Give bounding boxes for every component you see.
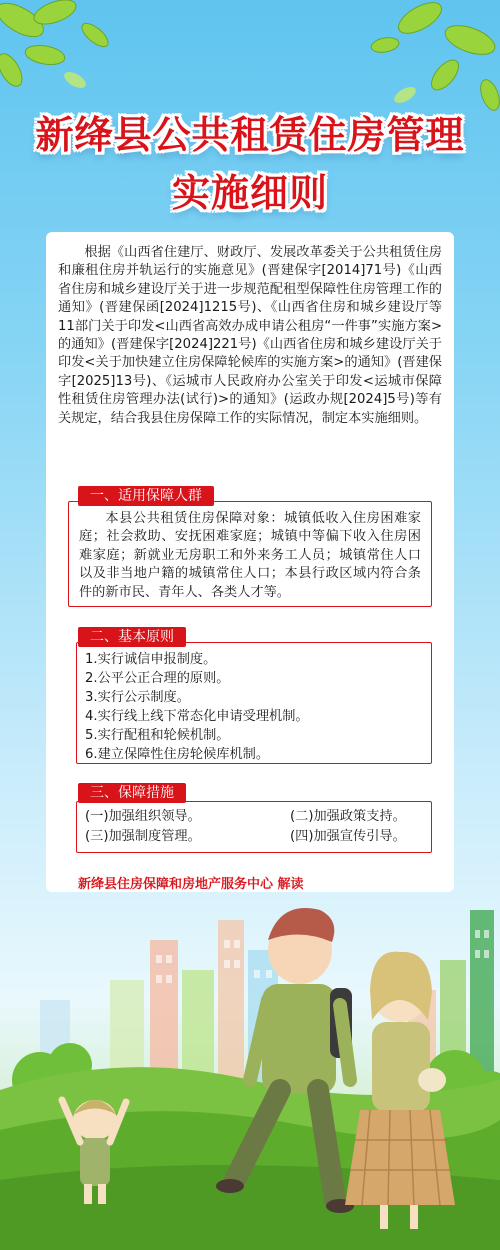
family-illustration [0, 880, 500, 1250]
list-item: (二)加强政策支持。 [290, 809, 406, 824]
section-3-list [76, 801, 432, 853]
section-3-label: 三、保障措施 [78, 783, 186, 803]
list-item: 2.公平公正合理的原则。 [85, 671, 230, 686]
section-2-label: 二、基本原则 [78, 627, 186, 647]
issuer-credit: 新绛县住房保障和房地产服务中心 解读 [78, 877, 304, 892]
page-title-line2: 实施细则 [171, 171, 328, 215]
list-item: (四)加强宣传引导。 [290, 829, 406, 845]
intro-paragraph: 根据《山西省住建厅、财政厅、发展改革委关于公共租赁住房和廉租住房并轨运行的实施意见》(晋建保字[2014]71号)《山西省住房和城乡建设厅关于进一步规范配租型保障性住房管理工作的通知》(晋建保函[2024]1215号)、《山西省住房和城乡建设厅等11部门关于印发<山西省高效办成申请公租房“一件事”实施方案>的通知》(晋建保字[2024]221号)《山西省住房和城乡建设厅关于印发<关于加快建立住房保障轮候库的实施方案>的通知》(晋建保字[2025]13号)、《运城市人民政府办公室关于印发<运城市保障性租赁住房管理办法(试行)>的通知》(运政办规[2024]5号)等有关规定，结合我县住房保障工作的实际情况，制定本实施细则。 [58, 245, 442, 426]
section-2-list [76, 642, 432, 764]
list-item: (一)加强组织领导。 [85, 809, 201, 824]
section-1-label: 一、适用保障人群 [78, 486, 214, 506]
list-item: 6.建立保障性住房轮候库机制。 [85, 747, 270, 762]
page-title-line1: 新绛县公共租赁住房管理 [35, 113, 465, 157]
list-item: 4.实行线上线下常态化申请受理机制。 [85, 709, 309, 724]
list-item: 5.实行配租和轮候机制。 [85, 728, 230, 743]
list-item: 1.实行诚信申报制度。 [85, 652, 217, 667]
list-item: 3.实行公示制度。 [85, 690, 190, 705]
list-item: (三)加强制度管理。 [85, 829, 201, 845]
section-1-body: 本县公共租赁住房保障对象：城镇低收入住房困难家庭；社会救助、安抚困难家庭；城镇中等偏下收入住房困难家庭；新就业无房职工和外来务工人员；城镇常住人口以及非当地户籍的城镇常住人口；本县行政区域内符合条件的新市民、青年人、各类人才等。 [68, 501, 432, 607]
